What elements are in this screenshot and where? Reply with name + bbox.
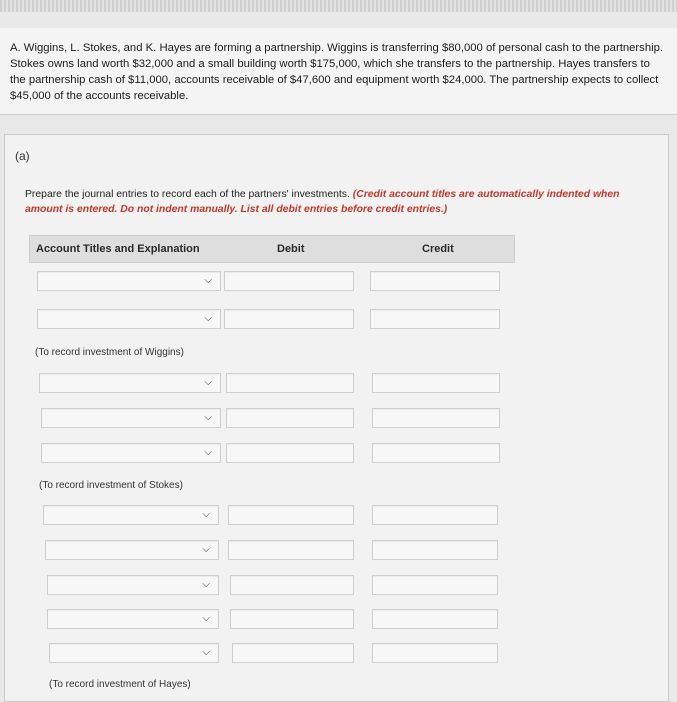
account-select-4[interactable] [41,408,221,428]
credit-input-1[interactable] [370,271,500,291]
credit-input-3[interactable] [372,373,500,393]
credit-input-2[interactable] [370,309,500,329]
instruction-note: (Credit account titles are automatically indented when amount is entered. Do not indent manually. List all debit entries before credit entries.) [25,189,620,215]
chevron-down-icon: ⌵ [204,412,212,423]
header-debit: Debit [277,243,305,255]
credit-input-4[interactable] [372,408,500,428]
memo-hayes: (To record investment of Hayes) [49,679,191,690]
debit-input-9[interactable] [230,609,354,629]
debit-input-5[interactable] [226,443,354,463]
account-select-7[interactable] [45,540,219,560]
header-account: Account Titles and Explanation [36,243,200,255]
debit-input-7[interactable] [228,540,354,560]
problem-statement [0,28,677,115]
account-select-8[interactable] [47,575,219,595]
chevron-down-icon: ⌵ [202,544,210,555]
instruction-text: Prepare the journal entries to record each of the partners' investments. [25,189,350,200]
chevron-down-icon: ⌵ [204,275,212,286]
top-edge [0,0,677,12]
credit-input-7[interactable] [372,540,498,560]
debit-input-1[interactable] [224,271,354,291]
debit-input-10[interactable] [232,643,354,663]
header-credit: Credit [422,243,454,255]
chevron-down-icon: ⌵ [202,647,210,658]
chevron-down-icon: ⌵ [202,579,210,590]
debit-input-3[interactable] [226,373,354,393]
question-panel [4,134,669,702]
chevron-down-icon: ⌵ [204,377,212,388]
memo-stokes: (To record investment of Stokes) [39,480,183,491]
chevron-down-icon: ⌵ [204,313,212,324]
credit-input-9[interactable] [372,609,498,629]
table-header [29,235,515,263]
chevron-down-icon: ⌵ [202,509,210,520]
chevron-down-icon: ⌵ [204,447,212,458]
credit-input-10[interactable] [372,643,498,663]
account-select-10[interactable] [49,643,219,663]
part-label: (a) [15,149,30,163]
debit-input-8[interactable] [230,575,354,595]
credit-input-8[interactable] [372,575,498,595]
account-select-9[interactable] [47,609,219,629]
account-select-6[interactable] [43,505,219,525]
credit-input-5[interactable] [372,443,500,463]
account-select-2[interactable] [37,309,221,329]
memo-wiggins: (To record investment of Wiggins) [35,347,184,358]
debit-input-4[interactable] [226,408,354,428]
problem-text: A. Wiggins, L. Stokes, and K. Hayes are forming a partnership. Wiggins is transferring $80,000 of personal cash to the partnership. Stokes owns land worth $32,000 and a small building worth $175,000, which she transfers to the partnership. Hayes transfers to the partnership cash of $11,000, accounts receivable of $47,600 and equipment worth $24,000. The partnership expects to collect $45,000 of the accounts receivable. [10,42,664,102]
account-select-3[interactable] [39,373,221,393]
debit-input-2[interactable] [224,309,354,329]
debit-input-6[interactable] [228,505,354,525]
instruction [25,187,625,217]
account-select-1[interactable] [37,271,221,291]
chevron-down-icon: ⌵ [202,613,210,624]
account-select-5[interactable] [41,443,221,463]
credit-input-6[interactable] [372,505,498,525]
